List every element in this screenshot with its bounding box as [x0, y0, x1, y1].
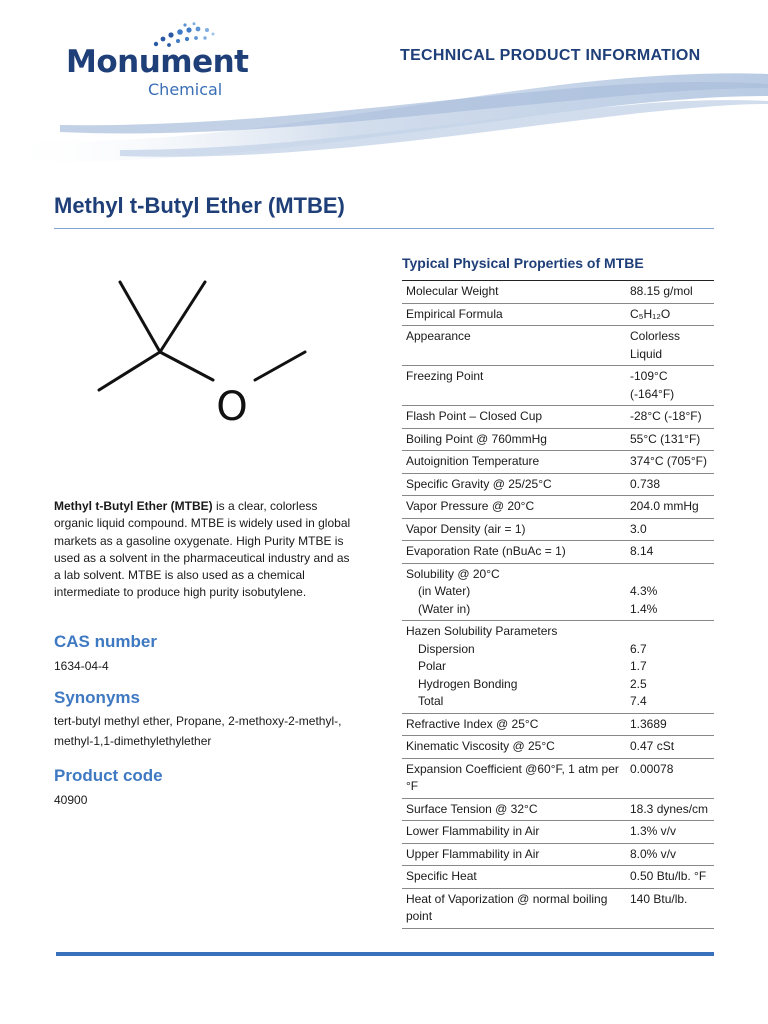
property-name: Heat of Vaporization @ normal boiling point	[406, 891, 608, 923]
bond-methyl-2	[160, 282, 205, 352]
property-name: Vapor Pressure @ 20°C	[406, 499, 535, 513]
property-value-text: 374°C (705°F)	[630, 454, 707, 468]
property-label	[402, 736, 626, 759]
property-label	[402, 798, 626, 821]
sub-property-name: Hydrogen Bonding	[418, 676, 518, 691]
footer-divider	[56, 952, 714, 956]
property-value	[626, 541, 714, 564]
product-description	[54, 498, 354, 602]
table-row	[402, 473, 714, 496]
property-label	[402, 518, 626, 541]
property-value	[626, 821, 714, 844]
sub-property-value: 6.7	[630, 641, 647, 656]
property-value-text: C₅H₁₂O	[630, 306, 671, 321]
property-value	[626, 428, 714, 451]
sub-property-name: Polar	[418, 659, 447, 673]
property-value-text-line2: Liquid	[630, 346, 663, 361]
table-row	[402, 621, 714, 714]
table-row	[402, 496, 714, 519]
table-row	[402, 758, 714, 798]
property-label	[402, 621, 626, 714]
property-label	[402, 428, 626, 451]
property-value-text: 1.3689	[630, 716, 667, 731]
property-name: Appearance	[406, 329, 471, 343]
property-label	[402, 406, 626, 429]
table-row	[402, 406, 714, 429]
property-value-text: 55°C (131°F)	[630, 431, 701, 446]
property-value-text: Colorless	[630, 329, 681, 343]
table-row	[402, 451, 714, 474]
properties-table-body	[402, 281, 714, 929]
property-name: Kinematic Viscosity @ 25°C	[406, 739, 555, 753]
sub-property-name: (in Water)	[418, 584, 471, 598]
properties-table-title: Typical Physical Properties of MTBE	[402, 255, 644, 271]
property-value-text: 88.15 g/mol	[630, 284, 693, 298]
sub-property-value: 7.4	[630, 694, 647, 708]
cas-value: 1634-04-4	[54, 659, 109, 673]
property-value-text: 8.0% v/v	[630, 846, 677, 861]
property-value-text-line2: (-164°F)	[630, 386, 675, 401]
table-row	[402, 821, 714, 844]
property-name: Freezing Point	[406, 369, 484, 383]
table-row	[402, 798, 714, 821]
property-value-text: 0.50 Btu/lb. °F	[630, 869, 707, 883]
property-label	[402, 496, 626, 519]
property-value-text: -28°C (-18°F)	[630, 409, 702, 423]
oxygen-atom-label: O	[216, 384, 248, 430]
property-value	[626, 326, 714, 366]
property-name: Flash Point – Closed Cup	[406, 409, 543, 423]
property-value	[626, 303, 714, 326]
property-label	[402, 326, 626, 366]
property-name: Lower Flammability in Air	[406, 824, 540, 838]
property-value-text: -109°C	[630, 369, 668, 383]
property-name: Surface Tension @ 32°C	[406, 801, 538, 816]
property-value	[626, 281, 714, 304]
property-name: Autoignition Temperature	[406, 454, 540, 468]
property-value	[626, 366, 714, 406]
property-value	[626, 496, 714, 519]
property-name: Molecular Weight	[406, 284, 499, 298]
sub-property-name: Dispersion	[418, 641, 475, 656]
property-label	[402, 866, 626, 889]
property-name: Empirical Formula	[406, 306, 503, 321]
property-value-text: 18.3 dynes/cm	[630, 801, 709, 816]
property-name: Boiling Point @ 760mmHg	[406, 431, 547, 446]
table-row	[402, 326, 714, 366]
property-name: Hazen Solubility Parameters	[406, 624, 558, 638]
header-tagline: TECHNICAL PRODUCT INFORMATION	[400, 47, 701, 64]
property-value	[626, 758, 714, 798]
sub-property-value: 1.4%	[630, 601, 658, 616]
property-value	[626, 621, 714, 714]
property-value-text: 8.14	[630, 544, 654, 558]
property-name: Solubility @ 20°C	[406, 566, 500, 581]
property-value	[626, 888, 714, 928]
property-value-text: 3.0	[630, 521, 647, 536]
sub-property-value: 1.7	[630, 659, 647, 673]
bond-o-methyl	[255, 352, 305, 380]
property-value	[626, 473, 714, 496]
property-value	[626, 518, 714, 541]
property-name: Upper Flammability in Air	[406, 846, 540, 861]
sub-property-name: (Water in)	[418, 601, 471, 616]
property-value-text: 0.738	[630, 476, 661, 491]
header-swoosh	[0, 0, 768, 180]
table-row	[402, 518, 714, 541]
property-label	[402, 843, 626, 866]
logo-subtitle: Chemical	[148, 80, 223, 99]
property-value	[626, 713, 714, 736]
synonyms-value: tert-butyl methyl ether, Propane, 2-methoxy-2-methyl-, methyl-1,1-dimethylethylether	[54, 714, 342, 748]
property-label	[402, 758, 626, 798]
property-label	[402, 821, 626, 844]
description-text: is a clear, colorless organic liquid compound. MTBE is widely used in global markets as a gasoline oxygenate. High Purity MTBE is used as a solvent in the pharmaceutical industry and as a lab solvent. MTBE is also used as a chemical intermediate to produce high purity isobutylene.	[54, 499, 351, 600]
description-bold: Methyl t-Butyl Ether (MTBE)	[54, 499, 213, 513]
title-divider	[54, 228, 714, 229]
properties-table	[402, 280, 714, 929]
page-title: Methyl t-Butyl Ether (MTBE)	[54, 193, 345, 218]
property-name: Expansion Coefficient @60°F, 1 atm per °F	[406, 761, 619, 793]
property-value	[626, 736, 714, 759]
bond-c-o	[160, 352, 213, 380]
property-value-text: 140 Btu/lb.	[630, 891, 688, 906]
property-label	[402, 366, 626, 406]
property-value	[626, 866, 714, 889]
table-row	[402, 428, 714, 451]
sub-property-name: Total	[418, 694, 444, 708]
mtbe-structure-diagram	[90, 270, 320, 430]
bond-methyl-3	[99, 352, 160, 390]
property-name: Vapor Density (air = 1)	[406, 521, 526, 536]
bond-methyl-1	[120, 282, 160, 352]
property-label	[402, 451, 626, 474]
table-row	[402, 866, 714, 889]
page-header	[0, 0, 768, 180]
table-row	[402, 843, 714, 866]
property-name: Specific Gravity @ 25/25°C	[406, 476, 552, 491]
property-value	[626, 451, 714, 474]
sub-property-value: 4.3%	[630, 584, 658, 598]
synonyms-heading: Synonyms	[54, 688, 140, 707]
cas-heading: CAS number	[54, 632, 157, 651]
property-label	[402, 541, 626, 564]
property-value	[626, 798, 714, 821]
property-name: Refractive Index @ 25°C	[406, 716, 539, 731]
property-value-text: 204.0 mmHg	[630, 499, 699, 513]
table-row	[402, 303, 714, 326]
property-value-text: 0.00078	[630, 761, 674, 776]
property-label	[402, 713, 626, 736]
table-row	[402, 713, 714, 736]
property-label	[402, 281, 626, 304]
property-name: Specific Heat	[406, 869, 477, 883]
product-code-value: 40900	[54, 793, 88, 807]
table-row	[402, 541, 714, 564]
property-label	[402, 473, 626, 496]
property-value	[626, 406, 714, 429]
property-value	[626, 563, 714, 621]
property-value	[626, 843, 714, 866]
table-row	[402, 888, 714, 928]
product-code-heading: Product code	[54, 766, 163, 785]
sub-property-value: 2.5	[630, 676, 647, 691]
property-label	[402, 563, 626, 621]
table-row	[402, 281, 714, 304]
property-label	[402, 303, 626, 326]
table-row	[402, 366, 714, 406]
property-value-text: 1.3% v/v	[630, 824, 677, 838]
table-row	[402, 736, 714, 759]
table-row	[402, 563, 714, 621]
property-value-text: 0.47 cSt	[630, 739, 675, 753]
logo-wordmark: Monument	[66, 44, 249, 80]
property-name: Evaporation Rate (nBuAc = 1)	[406, 544, 566, 558]
property-label	[402, 888, 626, 928]
